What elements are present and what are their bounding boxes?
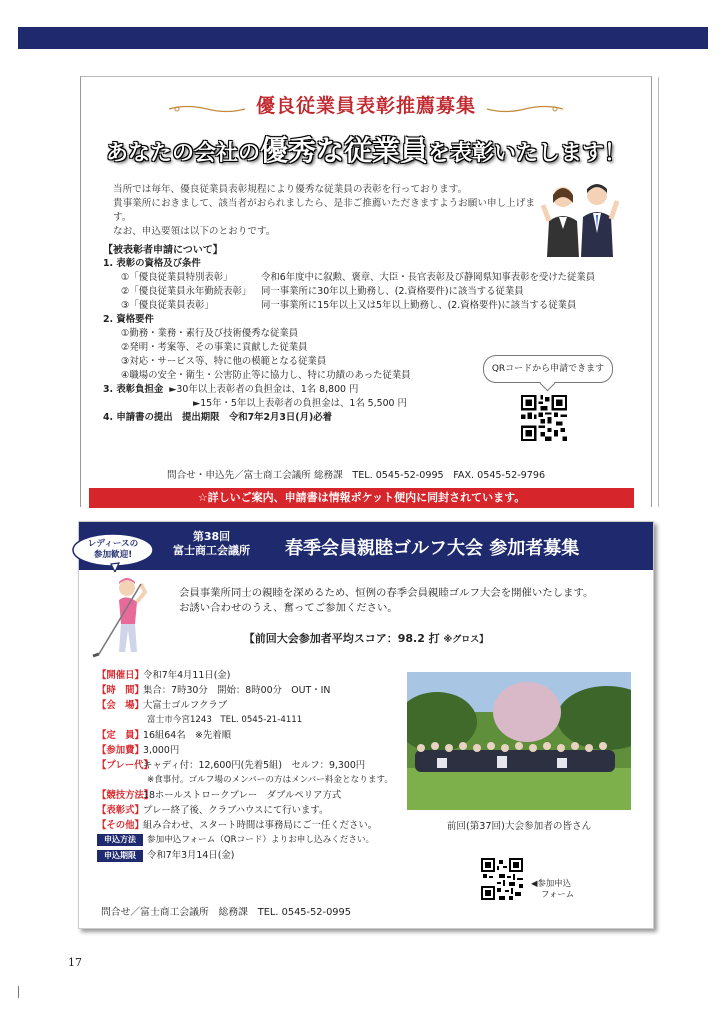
award-title: 優良従業員表彰推薦募集 <box>255 95 476 117</box>
golf-title: 春季会員親睦ゴルフ大会 参加者募集 <box>285 538 580 559</box>
golf-contact: 問合せ／富士商工会議所 総務課 TEL. 0545-52-0995 <box>101 907 352 918</box>
detail-row: 【定 員】16組64名 ※先着順 <box>97 730 231 741</box>
info-banner: ☆詳しいご案内、申請書は情報ポケット便内に同封されています。 <box>89 488 634 508</box>
top-header-bar <box>18 27 708 49</box>
average-score: 【前回大会参加者平均スコア：98.2 打 ※グロス】 <box>243 632 489 645</box>
golf-details <box>97 668 417 863</box>
detail-row: 【プレー代】キャディ付：12,600円(先着5組) セルフ：9,300円 <box>97 760 366 771</box>
qr-code-icon[interactable] <box>521 395 567 441</box>
margin-mark <box>18 986 19 998</box>
golfer-illustration <box>91 574 155 670</box>
detail-row: 申込方法 参加申込フォーム（QRコード）よりお申し込みください。 <box>97 833 417 848</box>
award-catchphrase: あなたの会社の優秀な従業員を表彰いたします！ <box>105 134 627 167</box>
detail-row: ※食事付。ゴルフ場のメンバーの方はメンバー料金となります。 <box>147 775 393 785</box>
page-number: 17 <box>68 956 82 969</box>
golf-tournament-section <box>78 521 654 929</box>
detail-row: 【参加費】3,000円 <box>97 745 180 756</box>
golf-header-bar <box>79 522 653 570</box>
requirements-list: 1. 表彰の資格及び条件 ①「優良従業員特別表彰」 令和6年度中に叙勲、褒章、大臣・長官表彰及び静岡県知事表彰を受けた従業員 ②「優良従業員永年勤続表彰」 同一事業所に30年以上勤務し、(2.資格要件)に該当する従業員 ③「優良従業員表彰」 同一事業所に15年以上又は5年以上勤務し、(2.資格要件)に該当する従業員 2. 資格要件 ①勤務・業務・素行及び技術優秀な従業員 ②発明・考案等、その事業に貢献した従業員 ③対応・サービス等、特に他の模範となる従業員 ④職場の安全・衛生・公害防止等に協力し、特に功績のあった従業員 3. 表彰負担金 ►30年以上表彰者の負担金は、1名 8,800 円 ►15年・5年以上表彰者の負担金は、1名 5,500 円 4. 申請書の提出 提出期限 令和7年2月3日(月)必着 <box>103 258 596 423</box>
qr-form-note: ◀参加申込 フォーム <box>531 878 575 899</box>
detail-row: 【その他】組み合わせ、スタート時間は事務局にご一任ください。 <box>97 820 378 831</box>
award-contact: 問合せ・申込先／富士商工会議所 総務課 TEL. 0545-52-0995 FAX. 0545-52-9796 <box>167 470 546 481</box>
detail-row: 【表彰式】プレー終了後、クラブハウスにて行います。 <box>97 805 329 816</box>
detail-row: 富士市今宮1243 TEL. 0545-21-4111 <box>147 715 303 725</box>
detail-row: 【時 間】集合：7時30分 開始：8時00分 OUT・IN <box>97 685 331 696</box>
detail-row: 【競技方法】18ホールストロークプレー ダブルペリア方式 <box>97 790 342 801</box>
employee-award-section <box>80 76 652 507</box>
golf-intro: 会員事業所同士の親睦を深めるため、恒例の春季会員親睦ゴルフ大会を開催いたします。 お誘い合わせのうえ、奮ってご参加ください。 <box>179 587 594 614</box>
golf-organizer: 第38回 富士商工会議所 <box>173 530 250 557</box>
detail-row: 申込期限 令和7年3月14日(金) <box>97 848 417 863</box>
award-intro: 当所では毎年、優良従業員表彰規程により優秀な従業員の表彰を行っております。 貴事業所におきまして、該当者がおられましたら、是非ご推薦いただきますようお願い申し上げます。 なお、申込要領は以下のとおりです。 <box>113 184 535 237</box>
ladies-welcome-bubble: レディースの 参加歓迎! <box>71 532 155 572</box>
ornament-right-icon <box>485 99 565 109</box>
qr-code-icon[interactable] <box>481 858 523 900</box>
business-people-illustration <box>539 177 621 257</box>
qr-speech-bubble: QRコードから申請できます <box>483 355 613 383</box>
requirements-header: 【被表彰者申請について】 <box>103 245 223 256</box>
photo-caption: 前回(第37回)大会参加者の皆さん <box>446 821 592 832</box>
detail-row: 【会 場】大富士ゴルフクラブ <box>97 700 228 711</box>
participants-photo <box>407 672 631 810</box>
detail-row: 【開催日】令和7年4月11日(金) <box>97 670 231 681</box>
